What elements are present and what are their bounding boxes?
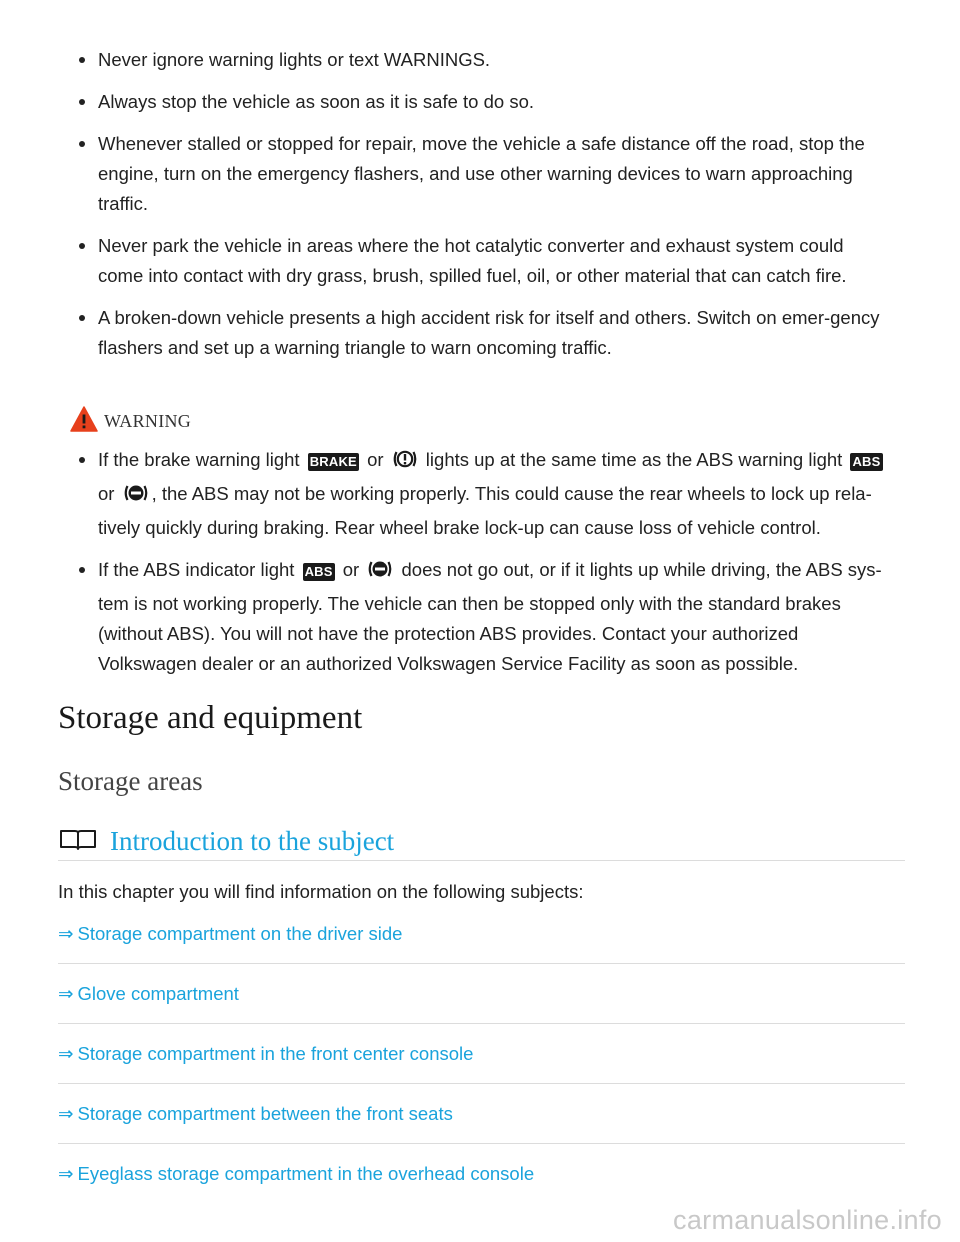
arrow-icon: ⇒ xyxy=(58,922,74,944)
arrow-icon: ⇒ xyxy=(58,1163,74,1184)
book-icon xyxy=(58,827,98,856)
item-text: lights up at the same time as the ABS warning light xyxy=(420,449,848,470)
warning-label: WARNING xyxy=(104,410,192,431)
item-text: or xyxy=(98,483,120,504)
section-title: Storage and equipment xyxy=(58,700,363,736)
warning-triangle-icon xyxy=(70,406,98,437)
link-label: Glove compartment xyxy=(77,982,239,1004)
link-label: Storage compartment on the driver side xyxy=(77,922,403,944)
abs-circle-icon xyxy=(367,558,393,589)
abs-indicator-icon: ABS xyxy=(852,454,881,469)
watermark: carmanualsonline.info xyxy=(673,1205,942,1235)
list-item: Whenever stalled or stopped for repair, move the vehicle a safe distance off the road, stop the engine, turn on the emergency flashers, and use other warning devices to warn approaching traffic. xyxy=(0,129,960,219)
intro-heading xyxy=(58,822,905,861)
list-item: Always stop the vehicle as soon as it is safe to do so. xyxy=(0,87,960,117)
abs-warning-list xyxy=(0,445,960,691)
intro-text: In this chapter you will find information on the following subjects: xyxy=(58,881,584,902)
list-item: A broken-down vehicle presents a high accident risk for itself and others. Switch on emer-gency flashers and set up a warning triangle to warn oncoming traffic. xyxy=(0,303,960,363)
link-label: Storage compartment between the front seats xyxy=(77,1102,453,1124)
brake-indicator-icon: BRAKE xyxy=(309,454,357,469)
warning-heading xyxy=(70,405,191,437)
arrow-icon: ⇒ xyxy=(58,1042,74,1064)
item-text: or xyxy=(337,559,365,580)
item-text: does not go out, or if it lights up while driving, the ABS sys-tem is not working properly. The vehicle can then be stopped only with the standard brakes (without ABS). You will not have the protection ABS provides. Contact your authorized Volkswagen dealer or an authorized Volkswagen Service Facility as soon as possible. xyxy=(98,559,882,674)
list-item xyxy=(0,555,960,679)
link-driver-side-storage[interactable] xyxy=(58,904,905,964)
link-label: Storage compartment in the front center console xyxy=(77,1042,474,1064)
item-text: If the ABS indicator light xyxy=(98,559,300,580)
subsection-title: Storage areas xyxy=(58,766,203,796)
subject-links xyxy=(58,904,905,1204)
arrow-icon: ⇒ xyxy=(58,982,74,1004)
link-eyeglass-storage[interactable] xyxy=(58,1144,905,1204)
abs-indicator-icon: ABS xyxy=(304,564,333,579)
item-text: or xyxy=(361,449,389,470)
link-label: Eyeglass storage compartment in the overhead console xyxy=(77,1163,535,1184)
warning-bullet-list xyxy=(0,45,960,375)
intro-title: Introduction to the subject xyxy=(110,826,395,856)
abs-circle-icon xyxy=(123,482,149,513)
item-text: If the brake warning light xyxy=(98,449,305,470)
item-text: , the ABS may not be working properly. This could cause the rear wheels to lock up rela-tively quickly during braking. Rear wheel brake lock-up can cause loss of vehicle control. xyxy=(98,483,872,538)
list-item: Never ignore warning lights or text WARNINGS. xyxy=(0,45,960,75)
link-glove-compartment[interactable] xyxy=(58,964,905,1024)
link-center-console-storage[interactable] xyxy=(58,1024,905,1084)
list-item xyxy=(0,445,960,543)
list-item: Never park the vehicle in areas where the hot catalytic converter and exhaust system could come into contact with dry grass, brush, spilled fuel, oil, or other material that can catch fire. xyxy=(0,231,960,291)
brake-warning-circle-icon xyxy=(392,448,418,479)
link-between-seats-storage[interactable] xyxy=(58,1084,905,1144)
arrow-icon: ⇒ xyxy=(58,1102,74,1124)
